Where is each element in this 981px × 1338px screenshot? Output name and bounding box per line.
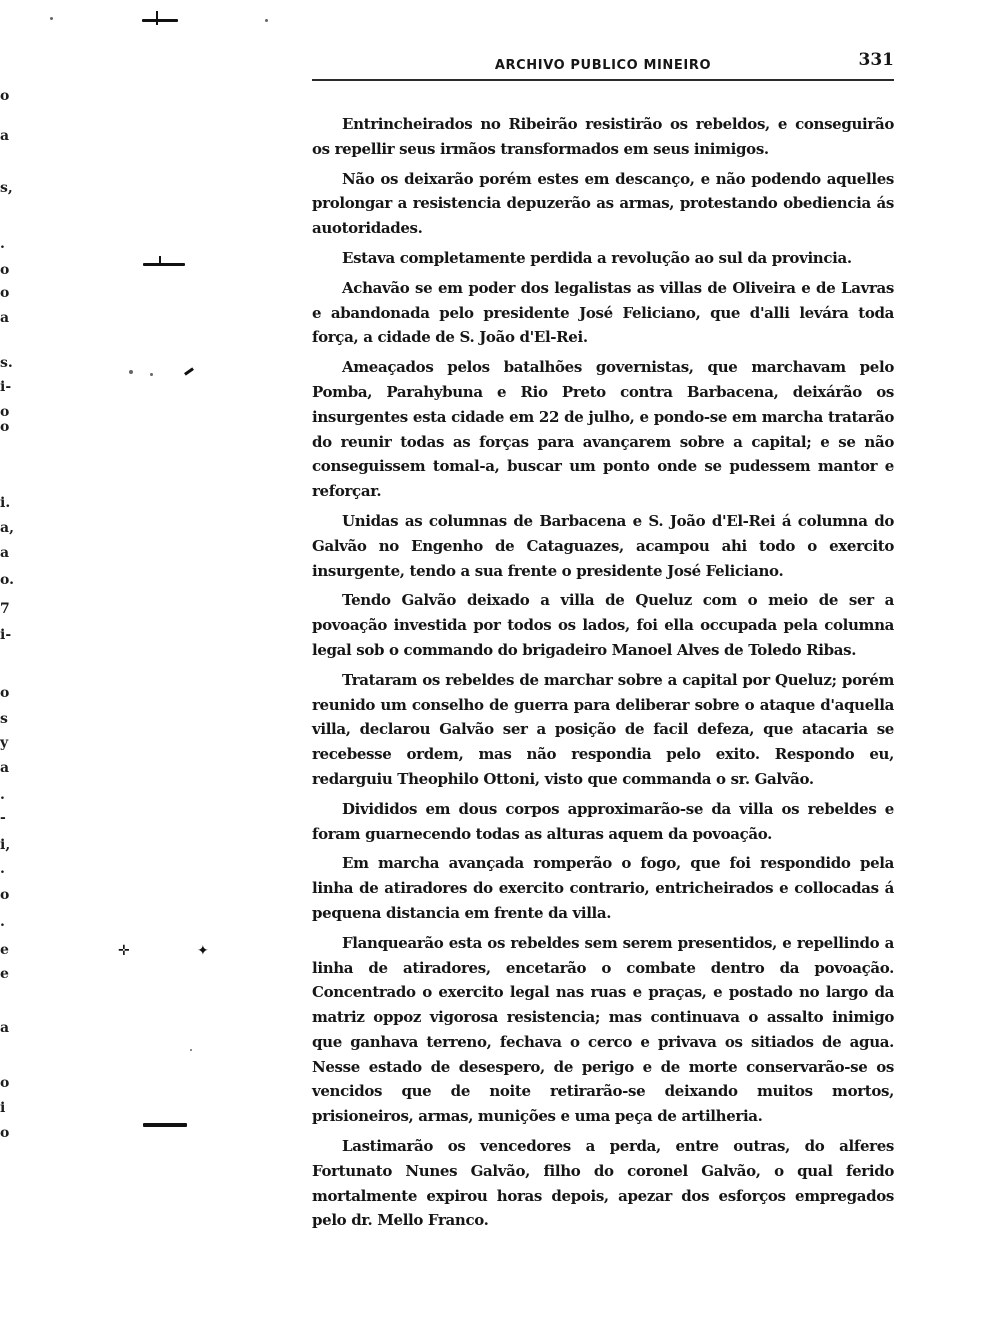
paragraph: Lastimarão os vencedores a perda, entre outras, do alferes Fortunato Nunes Galvão, filho do coronel Galvão, o qual ferido mortalmente expirou horas depois, apezar dos esforços empregados pelo dr. Mello Franco. <box>312 1137 894 1230</box>
paragraph: Não os deixarão porém estes em descanço, e não podendo aquelles prolongar a resistencia depuzerão as armas, protestando obediencia ás auotoridades. <box>312 169 894 238</box>
margin-fragment: o <box>0 685 10 701</box>
speck-4 <box>265 19 268 22</box>
paragraph: Flanquearão esta os rebeldes sem serem presentidos, e repellindo a linha de atiradores, encetarão o combate dentro da povoação. Concentrado o exercito legal nas ruas e praças, e postado no largo da matriz oppoz vigorosa resistencia; mas continuava o assalto inimigo que ganhava terreno, fechava o cerco e privava os sitiados de agua. Nesse estado de desespero, de perigo e de morte conservarão-se os vencidos que de noite retirarão-se deixando muitos mortos, prisioneiros, armas, munições e uma peça de artilheria. <box>312 933 894 1126</box>
margin-fragment: a <box>0 310 10 326</box>
margin-fragment: s. <box>0 355 13 371</box>
margin-fragment: . <box>0 787 5 803</box>
paragraph: Trataram os rebeldes de marchar sobre a capital por Queluz; porém reunido um conselho de guerra para deliberar sobre o ataque d'aquella villa, declarou Galvão ser a posição de facil defeza, que atacaria se recebesse ordem, mas não respondia pelo exito. Respondo eu, redarguiu Theophilo Ottoni, visto que commanda o sr. Galvão. <box>312 670 894 788</box>
margin-fragment: i <box>0 1100 6 1116</box>
page-number: 331 <box>858 50 894 70</box>
margin-fragment: . <box>0 236 5 252</box>
margin-fragment: i- <box>0 379 12 395</box>
printers-mark-left-1 <box>143 263 185 266</box>
paragraph: Tendo Galvão deixado a villa de Queluz com o meio de ser a povoação investida por todos os lados, foi ella occupada pela columna legal sob o commando do brigadeiro Manoel Alves de Toledo Ribas. <box>312 591 894 659</box>
cross-mark-2: ✦ <box>197 943 209 959</box>
margin-fragment: s <box>0 711 8 727</box>
margin-fragment: i, <box>0 837 11 853</box>
margin-fragment: o <box>0 887 10 903</box>
body-text <box>312 112 894 1238</box>
printers-mark-top <box>142 19 178 22</box>
margin-fragment: o <box>0 419 10 435</box>
margin-fragment: o <box>0 285 10 301</box>
margin-fragment: 7 <box>0 601 10 617</box>
margin-fragment: o <box>0 404 10 420</box>
margin-fragment: a <box>0 760 10 776</box>
paragraph: Unidas as columnas de Barbacena e S. João d'El-Rei á columna do Galvão no Engenho de Cataguazes, acampou ahi todo o exercito insurgente, tendo a sua frente o presidente José Feliciano. <box>312 511 894 580</box>
header-rule <box>312 79 894 81</box>
margin-fragment: o <box>0 1075 10 1091</box>
printers-mark-top-tick <box>156 11 158 25</box>
paragraph: Divididos em dous corpos approximarão-se da villa os rebeldes e foram guarnecendo todas as alturas aquem da povoação. <box>312 799 894 843</box>
cross-mark-1: ✛ <box>118 943 130 959</box>
margin-fragment: i- <box>0 627 12 643</box>
printers-mark-slash <box>184 367 194 375</box>
margin-fragment: i. <box>0 495 11 511</box>
margin-fragment: o <box>0 88 10 104</box>
margin-fragment: s, <box>0 180 13 196</box>
margin-fragment: a <box>0 128 10 144</box>
paragraph: Em marcha avançada romperão o fogo, que foi respondido pela linha de atiradores do exercito contrario, entricheirados e collocadas á pequena distancia em frente da villa. <box>312 854 894 922</box>
paragraph: Entrincheirados no Ribeirão resistirão os rebeldos, e conseguirão os repellir seus irmãos transformados em seus inimigos. <box>312 115 894 158</box>
facing-page-margin-fragments <box>0 0 20 1338</box>
margin-fragment: a <box>0 1020 10 1036</box>
running-header <box>312 50 894 80</box>
speck-1 <box>129 370 133 374</box>
speck-5 <box>190 1049 192 1051</box>
speck-3 <box>50 17 53 20</box>
paragraph: Estava completamente perdida a revolução ao sul da provincia. <box>342 248 852 267</box>
margin-fragment: e <box>0 942 9 958</box>
margin-fragment: a <box>0 545 10 561</box>
margin-fragment: y <box>0 735 9 751</box>
margin-fragment: o <box>0 1125 10 1141</box>
margin-fragment: . <box>0 861 5 877</box>
paragraph: Achavão se em poder dos legalistas as villas de Oliveira e de Lavras e abandonada pelo presidente José Feliciano, que d'alli levára toda força, a cidade de S. João d'El-Rei. <box>312 278 894 347</box>
paragraph: Ameaçados pelos batalhões governistas, que marchavam pelo Pomba, Parahybuna e Rio Preto contra Barbacena, deixárão os insurgentes esta cidade em 22 de julho, e pondo-se em marcha tratarão do reunir todas as forças para avançarem sobre a capital; e se não conseguissem tomal-a, buscar um ponto onde se pudessem mantor e reforçar. <box>312 358 894 501</box>
printers-mark-left-2 <box>143 1123 187 1127</box>
margin-fragment: o <box>0 262 10 278</box>
margin-fragment: a, <box>0 520 14 536</box>
margin-fragment: o. <box>0 572 14 588</box>
margin-fragment: e <box>0 966 9 982</box>
margin-fragment: . <box>0 914 5 930</box>
speck-2 <box>150 373 153 376</box>
running-title: ARCHIVO PUBLICO MINEIRO <box>494 58 712 73</box>
margin-fragment: - <box>0 810 6 826</box>
printers-mark-left-1-tick <box>159 256 161 264</box>
